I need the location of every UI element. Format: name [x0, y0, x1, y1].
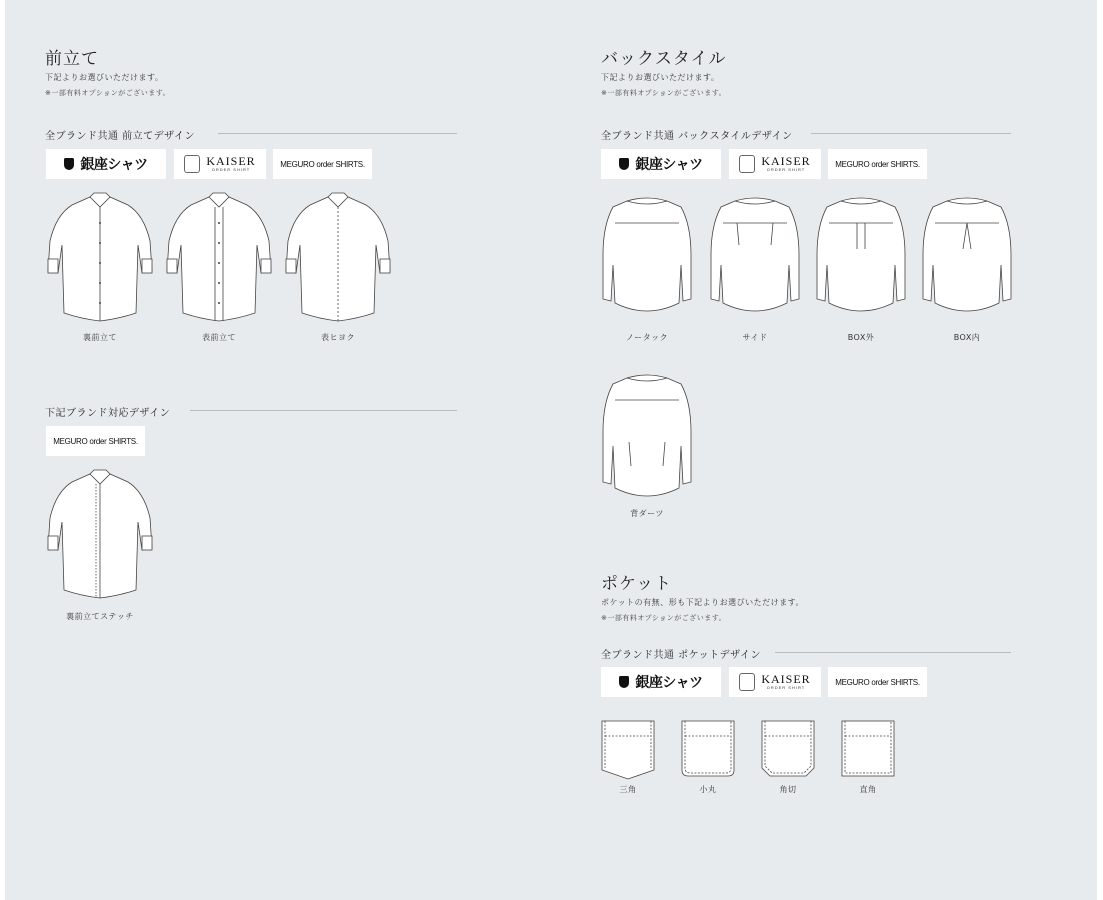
pocket-icon: [841, 720, 895, 780]
shirt-back-icon: [921, 195, 1013, 311]
divider: [811, 133, 1011, 134]
front-brand-item-caption: 裏前立てステッチ: [66, 612, 134, 621]
pocket-icon: [761, 720, 815, 780]
back-common-heading: 全ブランド共通 バックスタイルデザイン: [601, 131, 793, 142]
pocket-item-caption: 三角: [619, 785, 637, 794]
back-item-caption: サイド: [742, 333, 768, 342]
pocket-item-caption: 小丸: [699, 785, 717, 794]
ginza-crest-icon: [64, 158, 74, 170]
pocket-title: ポケット: [601, 574, 673, 594]
back-note: ※一部有料オプションがございます。: [601, 89, 727, 97]
pocket-note: ※一部有料オプションがございます。: [601, 614, 727, 622]
shirt-front-icon: [284, 193, 392, 325]
divider: [190, 410, 457, 411]
front-item-caption: 表ヒヨク: [321, 333, 355, 342]
catalog-page: [5, 0, 1097, 900]
kaiser-logo: KAISER ORDER SHIRT: [729, 149, 821, 179]
kaiser-crest-icon: [739, 155, 755, 173]
pocket-common-heading: 全ブランド共通 ポケットデザイン: [601, 650, 761, 661]
kaiser-logo: KAISER ORDER SHIRT: [729, 667, 821, 697]
meguro-logo: MEGURO order SHIRTS.: [828, 149, 927, 179]
pocket-desc: ポケットの有無、形も下記よりお選びいただけます。: [601, 598, 804, 607]
front-desc: 下記よりお選びいただけます。: [45, 73, 164, 82]
front-title: 前立て: [45, 49, 99, 69]
meguro-logo: MEGURO order SHIRTS.: [46, 426, 145, 456]
shirt-front-icon: [165, 193, 273, 325]
shirt-back-icon: [815, 195, 907, 311]
shirt-back-icon: [709, 195, 801, 311]
ginza-crest-icon: [619, 676, 629, 688]
shirt-front-icon: [46, 470, 154, 602]
front-item-caption: 裏前立て: [83, 333, 117, 342]
kaiser-logo: KAISER ORDER SHIRT: [174, 149, 266, 179]
kaiser-crest-icon: [184, 155, 200, 173]
ginza-crest-icon: [619, 158, 629, 170]
back-desc: 下記よりお選びいただけます。: [601, 73, 720, 82]
back-item-caption: ノータック: [625, 333, 669, 342]
front-brand-heading: 下記ブランド対応デザイン: [45, 408, 171, 419]
ginza-logo: 銀座シャツ: [601, 149, 721, 179]
divider: [775, 652, 1011, 653]
meguro-logo: MEGURO order SHIRTS.: [828, 667, 927, 697]
back-item-caption: BOX内: [953, 333, 981, 342]
front-item-caption: 表前立て: [202, 333, 236, 342]
back-item-caption: BOX外: [847, 333, 875, 342]
pocket-icon: [681, 720, 735, 780]
ginza-logo: 銀座シャツ: [601, 667, 721, 697]
divider: [218, 133, 457, 134]
shirt-back-icon: [601, 195, 693, 311]
pocket-item-caption: 直角: [859, 785, 877, 794]
ginza-logo: 銀座シャツ: [46, 149, 166, 179]
meguro-logo: MEGURO order SHIRTS.: [273, 149, 372, 179]
shirt-front-icon: [46, 193, 154, 325]
kaiser-crest-icon: [739, 673, 755, 691]
shirt-back-icon: [601, 372, 693, 496]
pocket-icon: [601, 720, 655, 780]
back-item-caption: 背ダーツ: [630, 509, 664, 518]
front-note: ※一部有料オプションがございます。: [45, 89, 171, 97]
back-title: バックスタイル: [601, 49, 727, 69]
front-common-heading: 全ブランド共通 前立てデザイン: [45, 131, 195, 142]
pocket-item-caption: 角切: [779, 785, 797, 794]
